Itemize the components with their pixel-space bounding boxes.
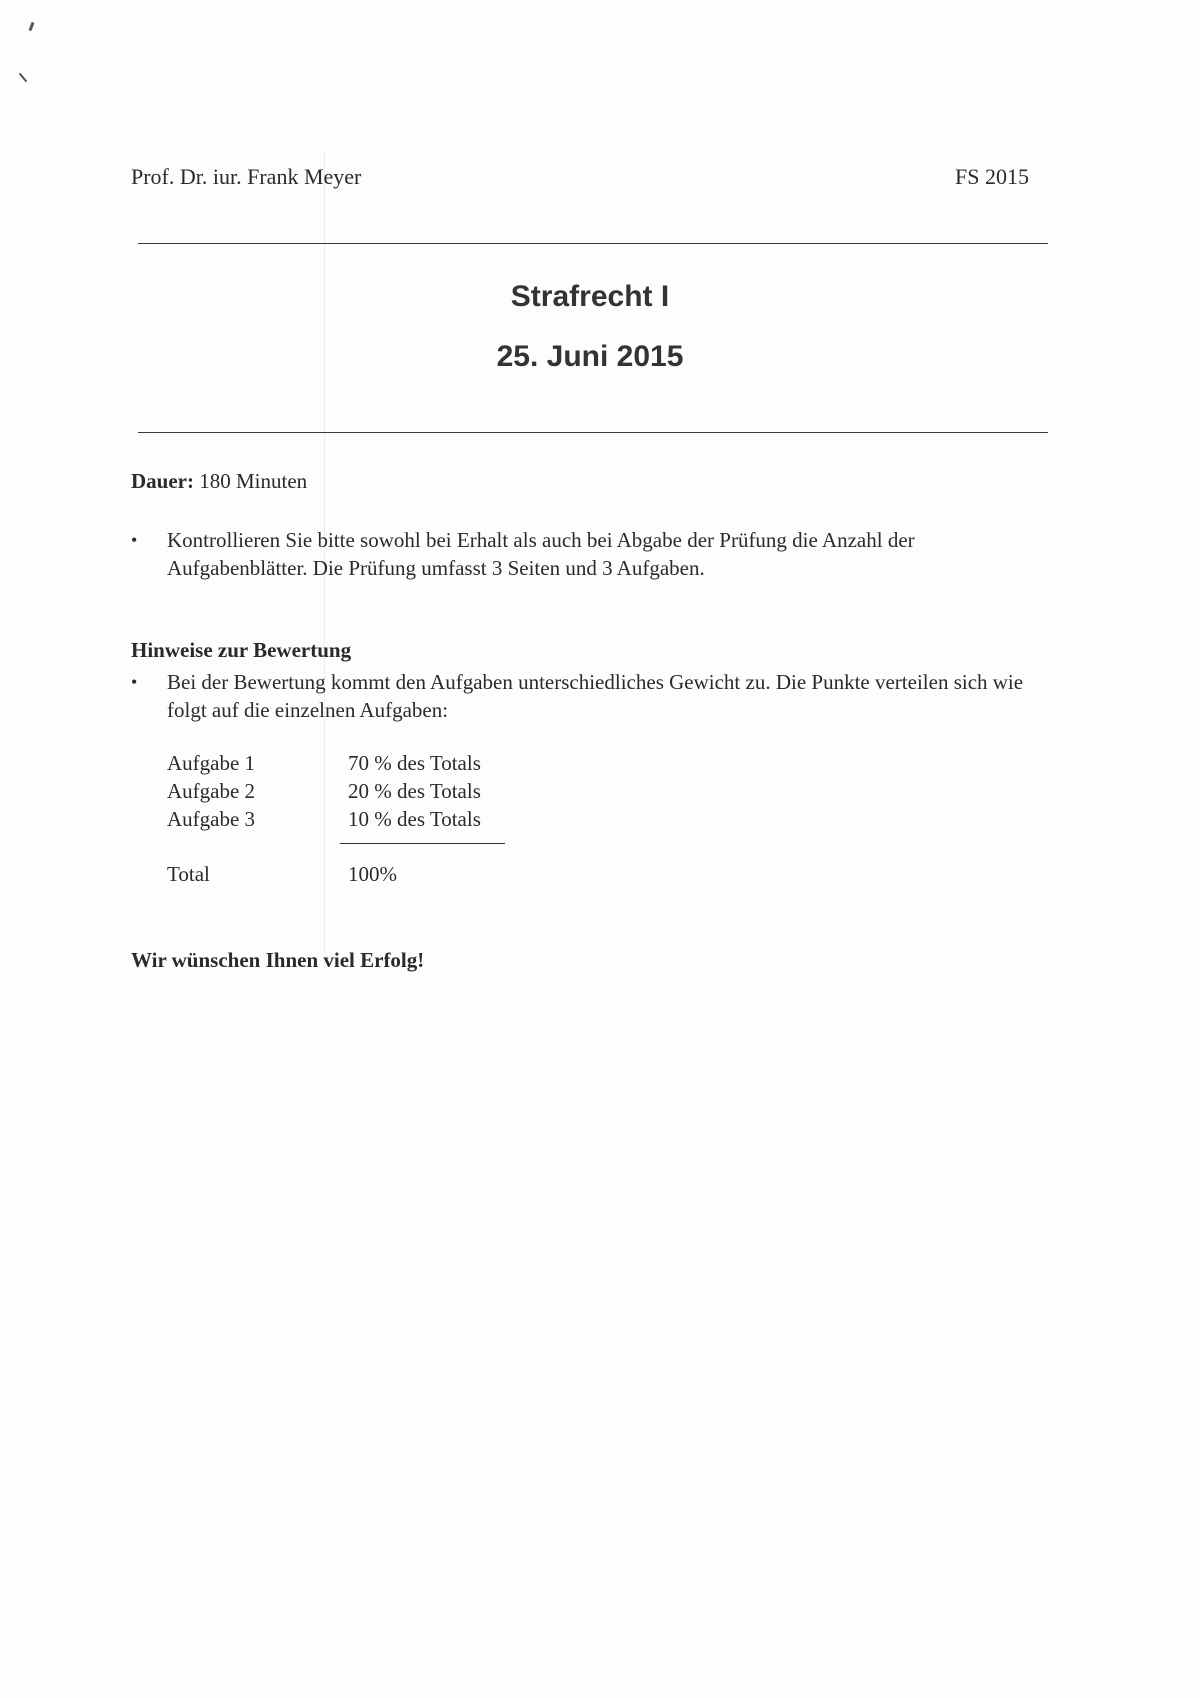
task-label: Aufgabe 2 [167, 779, 256, 803]
bullet-icon: • [131, 530, 138, 550]
task-weight: 70 % des Totals [348, 751, 481, 775]
author-name: Prof. Dr. iur. Frank Meyer [131, 164, 362, 189]
semester-label: FS 2015 [955, 164, 1029, 189]
grading-text: Bei der Bewertung kommt den Aufgaben unterschiedliches Gewicht zu. Die Punkte verteilen sich wie folgt auf die einzelnen Aufgaben: [167, 670, 1024, 722]
header-divider-bottom [138, 432, 1048, 433]
exam-date: 25. Juni 2015 [496, 340, 684, 373]
instructions-text: Kontrollieren Sie bitte sowohl bei Erhalt als auch bei Abgabe der Prüfung die Anzahl der Aufgabenblätter. Die Prüfung umfasst 3 Seiten und 3 Aufgaben. [167, 528, 915, 580]
total-label: Total [167, 862, 210, 886]
duration-label: Dauer: [131, 469, 194, 493]
duration-value: 180 Minuten [199, 469, 308, 493]
course-title: Strafrecht I [510, 280, 670, 313]
duration-line [131, 469, 307, 494]
grading-bullet [131, 668, 1041, 724]
task-weight: 10 % des Totals [348, 807, 481, 831]
instructions-bullet [131, 526, 1041, 582]
task-label: Aufgabe 1 [167, 751, 256, 775]
bullet-icon: • [131, 672, 138, 692]
closing-message: Wir wünschen Ihnen viel Erfolg! [131, 948, 425, 972]
scan-speck [29, 22, 35, 31]
scan-speck [19, 73, 28, 83]
total-row [167, 862, 567, 890]
sum-divider [340, 843, 505, 844]
task-label: Aufgabe 3 [167, 807, 256, 831]
task-weight: 20 % des Totals [348, 779, 481, 803]
grading-heading: Hinweise zur Bewertung [131, 638, 352, 662]
total-value: 100% [348, 862, 397, 886]
header-divider-top [138, 243, 1048, 244]
